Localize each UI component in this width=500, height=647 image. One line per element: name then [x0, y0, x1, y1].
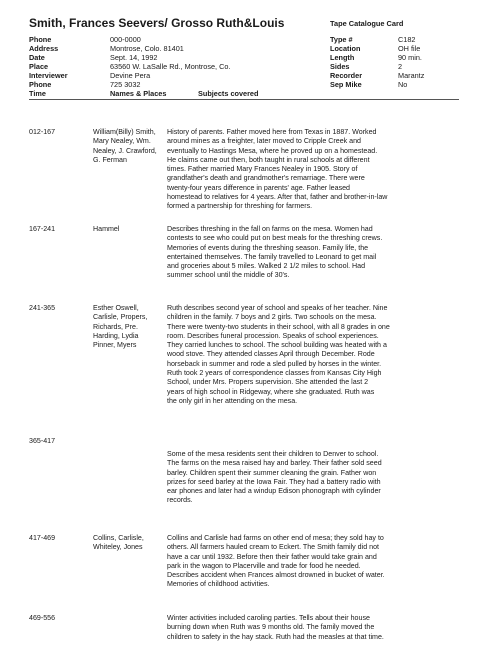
subject-summary: [167, 304, 459, 406]
time-range: 012-167: [29, 128, 56, 136]
field-value: 000-0000: [110, 35, 141, 44]
field-label: Type #: [330, 35, 353, 44]
summary-line: the only girl in her attending on the mesa.: [167, 396, 298, 405]
name-line: Whiteley, Jones: [93, 543, 143, 552]
summary-line: have a car until 1932. Before then their father would take grain and: [167, 552, 377, 561]
summary-line: Ruth took 2 years of correspondence classes from Kansas City High: [167, 369, 382, 378]
time-range: 469-556: [29, 614, 56, 622]
summary-line: formed a partnership for threshing for farmers.: [167, 202, 313, 211]
name-line: William(Billy) Smith,: [93, 128, 156, 136]
summary-line: He claims came out then, both taught in rural schools at different: [167, 155, 370, 164]
summary-line: homestead to relatives for 4 years. After that, father and brother-in-law: [167, 193, 388, 202]
summary-line: barley. Children spent their summer cleaning the grain. Father won: [167, 468, 377, 477]
field-value: Devine Pera: [110, 71, 151, 80]
field-label: Location: [330, 44, 361, 53]
summary-line: years of high school in Ridgeway, where she graduated. Ruth was: [167, 387, 375, 396]
field-value: 725 3032: [110, 80, 141, 89]
summary-line: Collins and Carlisle had farms on other end of mesa; they sold hay to: [167, 534, 384, 542]
field-value: C182: [398, 35, 416, 44]
summary-line: contests to see who could put on best meals for the threshing crews.: [167, 234, 383, 243]
column-header-names: Names & Places: [110, 89, 167, 98]
field-label: Length: [330, 53, 355, 62]
summary-line: Describes threshing in the fall on farms on the mesa. Women had: [167, 225, 373, 233]
field-value: No: [398, 80, 408, 89]
name-line: Collins, Carlisle,: [93, 534, 144, 542]
name-line: Pinner, Myers: [93, 341, 137, 350]
summary-line: School, under Mrs. Propers supervision. She attended the last 2: [167, 378, 369, 387]
summary-line: children in the family. 7 boys and 2 girls. Two schools on the mesa.: [167, 313, 377, 322]
summary-line: records.: [167, 496, 193, 505]
subject-summary: [167, 534, 459, 590]
card-heading-names: Smith, Frances Seevers/ Grosso Ruth&Louis: [29, 16, 285, 30]
column-header-subjects: Subjects covered: [198, 89, 259, 98]
summary-line: Memories of events during the threshing season. Family life, the: [167, 243, 369, 252]
name-line: Richards, Pre.: [93, 322, 138, 331]
summary-line: burning down when Ruth was 9 months old. The family moved the: [167, 623, 375, 632]
summary-line: The farms on the mesa raised hay and barley. Their father sold seed: [167, 459, 382, 468]
names-places: [93, 128, 163, 165]
summary-line: around mines as a freighter, later moved to Cripple Creek and: [167, 137, 361, 146]
name-line: G. Ferman: [93, 155, 127, 164]
summary-line: others. All farmers hauled cream to Eckert. The Smith family did not: [167, 543, 379, 552]
name-line: Harding, Lydia: [93, 331, 139, 340]
time-range: 241-365: [29, 304, 56, 312]
summary-line: History of parents. Father moved here from Texas in 1887. Worked: [167, 128, 377, 136]
names-places: [93, 534, 163, 553]
summary-line: park in the wagon to Placerville and trade for food he needed.: [167, 561, 361, 570]
summary-line: They carried lunches to school. The school building was heated with a: [167, 341, 387, 350]
field-label: Phone: [29, 35, 52, 44]
column-header-time: Time: [29, 89, 46, 98]
summary-line: prizes for seed barley at the Iowa Fair. They had a battery radio with: [167, 477, 381, 486]
summary-line: times. Father married Mary Frances Nealey in 1905. Story of: [167, 165, 358, 174]
field-value: 90 min.: [398, 53, 422, 62]
subject-summary: [167, 614, 459, 642]
field-value: Marantz: [398, 71, 425, 80]
time-range: 417-469: [29, 534, 56, 542]
name-line: Mary Nealey, Wm.: [93, 137, 151, 146]
field-label: Place: [29, 62, 49, 71]
summary-line: and groceries about 5 miles. Walked 2 1/2 miles to school. Had: [167, 262, 366, 271]
summary-line: Ruth describes second year of school and speaks of her teacher. Nine: [167, 304, 388, 312]
subject-summary: [167, 128, 459, 212]
field-label: Sep Mike: [330, 80, 362, 89]
field-value: Montrose, Colo. 81401: [110, 44, 184, 53]
summary-line: ear phones and later had a windup Edison phonograph with cylinder: [167, 487, 381, 496]
field-label: Address: [29, 44, 59, 53]
summary-line: twenty-four years difference in parents' age. Father leased: [167, 183, 351, 192]
summary-line: grandfather's death and grandmother's remarriage. There were: [167, 174, 365, 183]
summary-line: Memories of childhood activities.: [167, 580, 270, 589]
subject-summary: [167, 225, 459, 281]
field-value: 63560 W. LaSalle Rd., Montrose, Co.: [110, 62, 231, 71]
field-label: Sides: [330, 62, 350, 71]
field-label: Recorder: [330, 71, 363, 80]
field-value: Sept. 14, 1992: [110, 53, 158, 62]
name-line: Carlisle, Propers,: [93, 313, 148, 322]
name-line: Hammel: [93, 225, 120, 233]
summary-line: summer school until the middle of 30's.: [167, 271, 290, 280]
field-value: OH file: [398, 44, 421, 53]
summary-line: room. Describes funeral procession. Speaks of school experiences.: [167, 331, 379, 340]
field-label: Phone: [29, 80, 52, 89]
summary-line: horseback in summer and rode a sled pulled by horses in the winter.: [167, 359, 382, 368]
summary-line: There were twenty-two students in their school, with all 8 grades in one: [167, 322, 390, 331]
field-value: 2: [398, 62, 403, 71]
summary-line: Some of the mesa residents sent their children to Denver to school.: [167, 450, 379, 458]
names-places: [93, 304, 163, 350]
summary-line: eventually to Hastings Mesa, where he proved up on a homestead.: [167, 146, 378, 155]
summary-line: entertained themselves. The family travelled to Leonard to get mail: [167, 252, 377, 261]
names-places: [93, 225, 163, 234]
field-label: Date: [29, 53, 45, 62]
name-line: Nealey, J. Crawford,: [93, 146, 157, 155]
summary-line: wood stove. They attended classes April through December. Rode: [167, 350, 375, 359]
field-label: Interviewer: [29, 71, 68, 80]
time-range: 167-241: [29, 225, 56, 233]
card-type-title: Tape Catalogue Card: [330, 19, 404, 28]
summary-line: children to safety in the hay stack. Ruth had the measles at that time.: [167, 632, 384, 641]
time-range: 365-417: [29, 437, 56, 445]
summary-line: Describes accident when Frances almost drowned in bucket of water.: [167, 571, 385, 580]
subject-summary: [167, 450, 459, 506]
header-divider: [29, 99, 459, 100]
name-line: Esther Oswell,: [93, 304, 139, 312]
summary-line: Winter activities included caroling parties. Tells about their house: [167, 614, 370, 622]
